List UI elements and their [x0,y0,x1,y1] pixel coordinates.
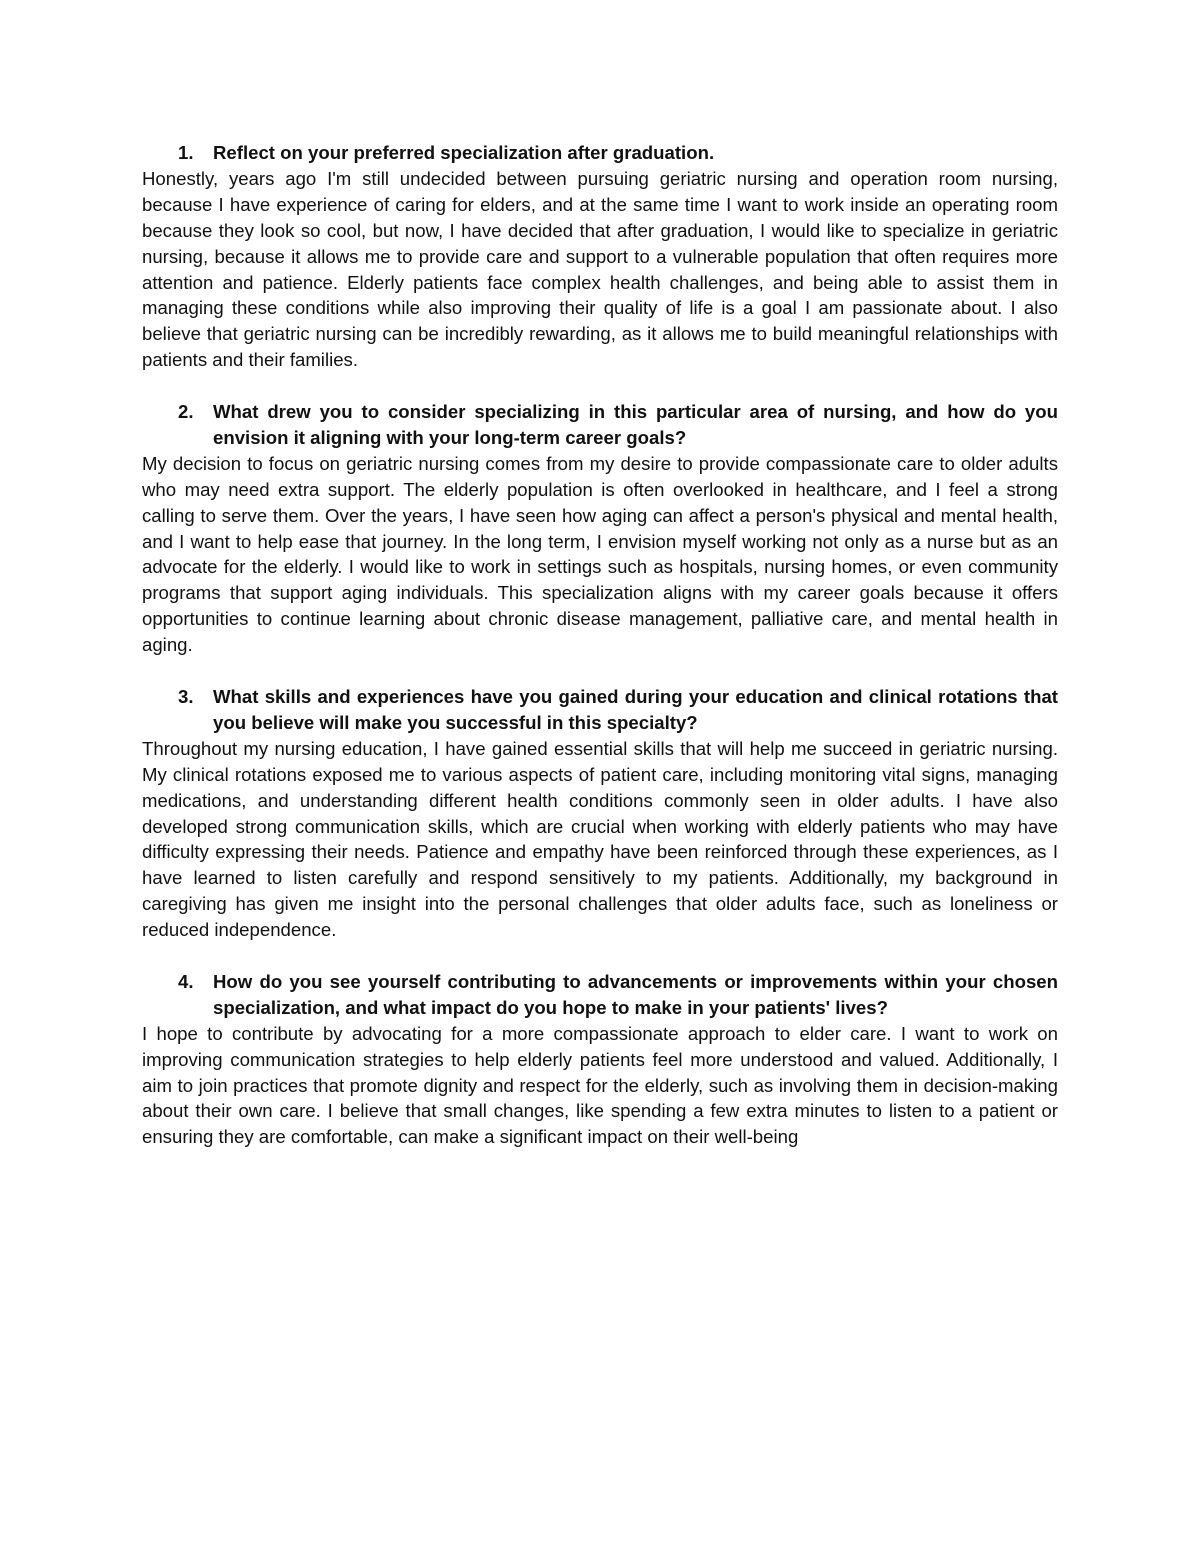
question-heading [142,684,1058,736]
answer-paragraph: I hope to contribute by advocating for a more compassionate approach to elder care. I want to work on improving communication strategies to help elderly patients feel more understood and valued. Additionally, I aim to join practices that promote dignity and respect for the elderly, such as involving them in decision-making about their own care. I believe that small changes, like spending a few extra minutes to listen to a patient or ensuring they are comfortable, can make a significant impact on their well-being [142,1022,1058,1148]
question-text: Reflect on your preferred specialization after graduation. [213,142,715,163]
question-heading [142,140,1058,166]
question-number: 1. [178,142,194,163]
question-section-3 [142,684,1058,943]
paragraph-spacer [142,658,1058,684]
question-section-1 [142,140,1058,373]
paragraph-spacer [142,373,1058,399]
question-text: What skills and experiences have you gained during your education and clinical rotations that you believe will make you successful in this specialty? [213,686,1058,733]
question-text: How do you see yourself contributing to advancements or improvements within your chosen specialization, and what impact do you hope to make in your patients' lives? [213,970,1058,1018]
answer-paragraph: Throughout my nursing education, I have gained essential skills that will help me succeed in geriatric nursing. My clinical rotations exposed me to various aspects of patient care, including monitoring vital signs, managing medications, and understanding different health conditions commonly seen in older adults. I have also developed strong communication skills, which are crucial when working with elderly patients who may have difficulty expressing their needs. Patience and empathy have been reinforced through these experiences, as I have learned to listen carefully and respond sensitively to my patients. Additionally, my background in caregiving has given me insight into the personal challenges that older adults face, such as loneliness or reduced independence. [142,737,1058,941]
question-text: What drew you to consider specializing in this particular area of nursing, and how do you envision it aligning with your long-term career goals? [213,401,1058,448]
document-page [142,140,1058,1150]
question-heading [142,969,1058,1021]
question-section-2 [142,399,1058,658]
question-number: 2. [178,401,194,423]
question-number: 4. [178,970,194,992]
paragraph-spacer [142,943,1058,969]
question-section-4 [142,969,1058,1150]
question-heading [142,399,1058,451]
answer-paragraph: My decision to focus on geriatric nursing comes from my desire to provide compassionate care to older adults who may need extra support. The elderly population is often overlooked in healthcare, and I feel a strong calling to serve them. Over the years, I have seen how aging can affect a person's physical and mental health, and I want to help ease that journey. In the long term, I envision myself working not only as a nurse but as an advocate for the elderly. I would like to work in settings such as hospitals, nursing homes, or even community programs that support aging individuals. This specialization aligns with my career goals because it offers opportunities to continue learning about chronic disease management, palliative care, and mental health in aging. [142,452,1058,656]
answer-paragraph: Honestly, years ago I'm still undecided between pursuing geriatric nursing and operation room nursing, because I have experience of caring for elders, and at the same time I want to work inside an operating room because they look so cool, but now, I have decided that after graduation, I would like to specialize in geriatric nursing, because it allows me to provide care and support to a vulnerable population that often requires more attention and patience. Elderly patients face complex health challenges, and being able to assist them in managing these conditions while also improving their quality of life is a goal I am passionate about. I also believe that geriatric nursing can be incredibly rewarding, as it allows me to build meaningful relationships with patients and their families. [142,167,1058,371]
question-number: 3. [178,686,194,707]
